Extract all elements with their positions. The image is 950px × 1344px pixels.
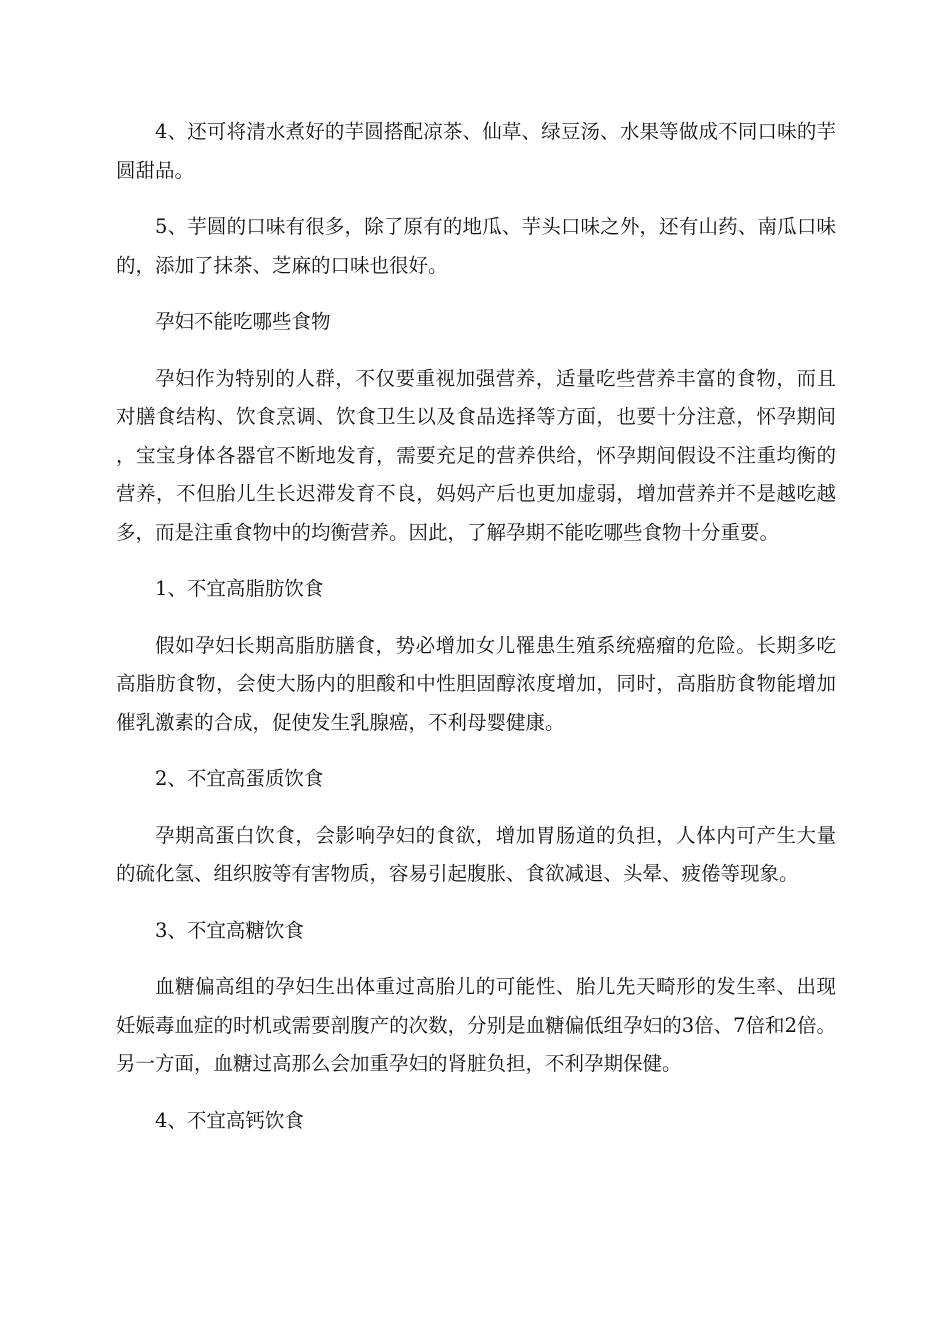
paragraph-taro-ball-flavors: 5、芋圆的口味有很多，除了原有的地瓜、芋头口味之外，还有山药、南瓜口味的，添加了抹茶、芝麻的口味也很好。 [116,215,836,277]
paragraph-high-sugar: 血糖偏高组的孕妇生出体重过高胎儿的可能性、胎儿先天畸形的发生率、出现妊娠毒血症的时机或需要剖腹产的次数，分别是血糖偏低组孕妇的3倍、7倍和2倍。另一方面，血糖过高那么会加重孕妇的肾脏负担，不利孕期保健。 [116,975,836,1075]
paragraph-taro-ball-desserts: 4、还可将清水煮好的芋圆搭配凉茶、仙草、绿豆汤、水果等做成不同口味的芋圆甜品。 [116,120,836,182]
paragraph-pregnancy-nutrition-intro: 孕妇作为特别的人群，不仅要重视加强营养，适量吃些营养丰富的食物，而且对膳食结构、饮食烹调、饮食卫生以及食品选择等方面，也要十分注意，怀孕期间，宝宝身体各器官不断地发育，需要充足的营养供给，怀孕期间假设不注重均衡的营养，不但胎儿生长迟滞发育不良，妈妈产后也更加虚弱，增加营养并不是越吃越多，而是注重食物中的均衡营养。因此，了解孕期不能吃哪些食物十分重要。 [116,366,836,544]
subheading-high-sugar: 3、不宜高糖饮食 [155,918,304,942]
paragraph-high-protein: 孕期高蛋白饮食，会影响孕妇的食欲，增加胃肠道的负担，人体内可产生大量的硫化氢、组织胺等有害物质，容易引起腹胀、食欲减退、头晕、疲倦等现象。 [116,823,836,885]
subheading-high-calcium: 4、不宜高钙饮食 [155,1108,304,1132]
subheading-high-protein: 2、不宜高蛋质饮食 [155,767,324,790]
subheading-high-fat: 1、不宜高脂肪饮食 [155,577,324,600]
paragraph-high-fat: 假如孕妇长期高脂肪膳食，势必增加女儿罹患生殖系统癌瘤的危险。长期多吃高脂肪食物，会使大肠内的胆酸和中性胆固醇浓度增加，同时，高脂肪食物能增加催乳激素的合成，促使发生乳腺癌，不利母婴健康。 [116,633,836,734]
section-heading-pregnancy-foods: 孕妇不能吃哪些食物 [155,310,331,333]
document-body [116,113,836,1158]
